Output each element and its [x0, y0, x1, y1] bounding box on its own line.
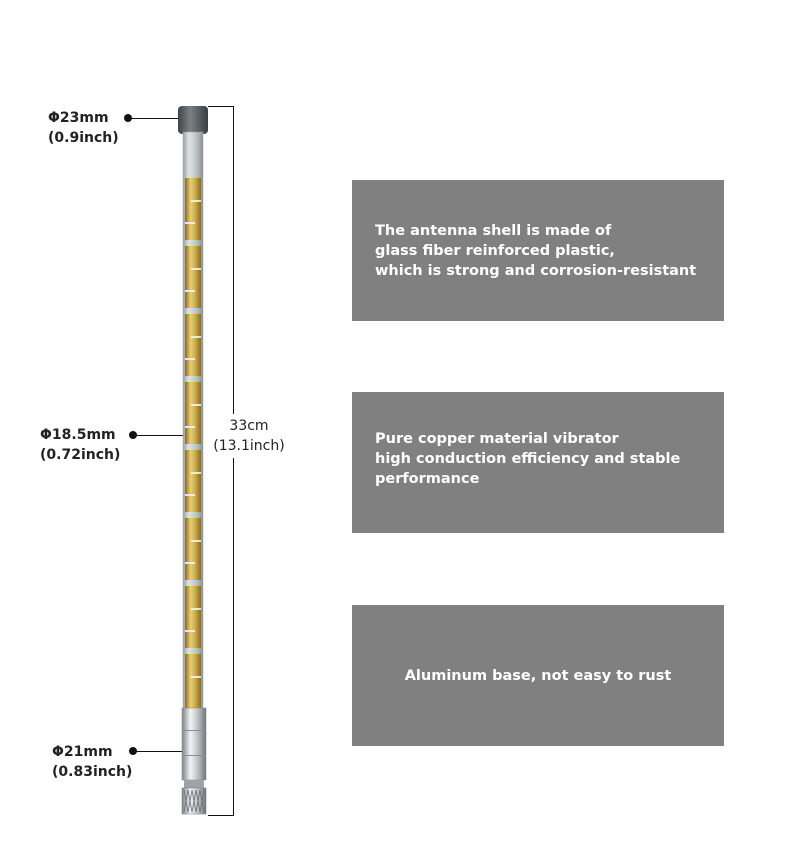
feature-copper-line-2: high conduction efficiency and stable	[375, 451, 681, 467]
feature-shell-line-3: which is strong and corrosion-resistant	[375, 262, 697, 279]
length-inch: (13.1inch)	[213, 438, 285, 454]
antenna-knurled-nut	[182, 788, 206, 814]
antenna-copper-elements	[185, 178, 201, 708]
feature-base-line-1: Aluminum base, not easy to rust	[404, 667, 672, 684]
bottom-diameter-mm: Φ21mm	[52, 744, 113, 760]
antenna-connector	[184, 780, 204, 788]
feature-shell-line-2: glass fiber reinforced plastic,	[375, 242, 615, 259]
top-diameter-inch: (0.9inch)	[48, 130, 119, 146]
length-bracket-line	[233, 106, 234, 815]
feature-box-base	[352, 605, 724, 746]
middle-diameter-label	[40, 425, 120, 465]
antenna-top-cap	[178, 106, 208, 134]
length-cm: 33cm	[229, 418, 269, 434]
feature-copper-line-1: Pure copper material vibrator	[375, 431, 619, 447]
antenna-image	[170, 100, 218, 820]
middle-diameter-inch: (0.72inch)	[40, 447, 121, 463]
bottom-diameter-inch: (0.83inch)	[52, 764, 133, 780]
feature-box-copper	[352, 392, 724, 533]
feature-shell-line-1: The antenna shell is made of	[375, 222, 612, 239]
antenna-aluminum-base	[182, 708, 206, 780]
top-diameter-mm: Φ23mm	[48, 110, 109, 126]
feature-copper-line-3: performance	[375, 471, 480, 487]
feature-box-shell	[352, 180, 724, 321]
middle-diameter-mm: Φ18.5mm	[40, 427, 116, 443]
top-diameter-label	[48, 108, 119, 148]
bottom-diameter-label	[52, 742, 132, 782]
